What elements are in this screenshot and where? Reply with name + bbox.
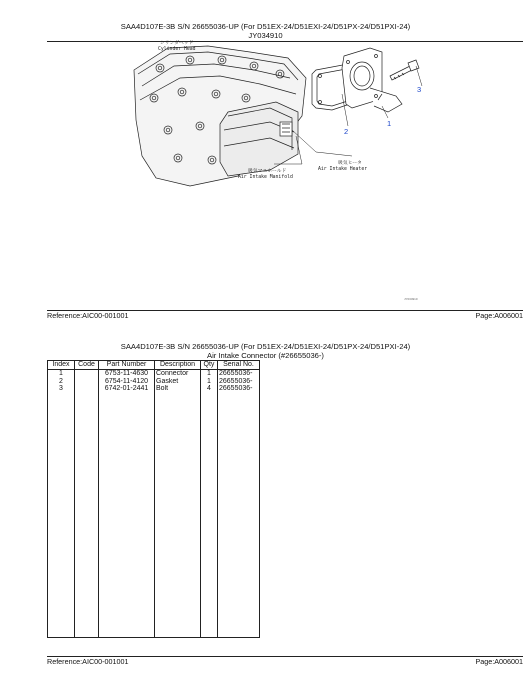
page1-page-number: Page:A006001 bbox=[475, 311, 523, 320]
cell-description: Connector bbox=[155, 370, 201, 378]
col-header-qty: Qty bbox=[201, 361, 218, 370]
cell-part-number: 6753-11-4630 bbox=[99, 370, 155, 378]
cell-serial-no: 26655036- bbox=[218, 370, 260, 378]
page2-page-number: Page:A006001 bbox=[475, 657, 523, 666]
table-empty-area bbox=[48, 393, 260, 638]
cell-description: Gasket bbox=[155, 378, 201, 386]
col-header-serial-no: Serial No. bbox=[218, 361, 260, 370]
cylinder-head-drawing bbox=[134, 46, 422, 186]
callout-1: 1 bbox=[387, 119, 392, 128]
page2-reference: Reference:AIC00-001001 bbox=[47, 657, 129, 666]
cell-part-number: 6742-01-2441 bbox=[99, 385, 155, 393]
cylinder-head-label: Cylinder Head bbox=[158, 47, 196, 52]
page1-reference: Reference:AIC00-001001 bbox=[47, 311, 129, 320]
cell-qty: 1 bbox=[201, 370, 218, 378]
table-row bbox=[48, 378, 260, 386]
cylinder-head-label-jp: シリンダヘッド bbox=[160, 41, 194, 46]
cell-part-number: 6754-11-4120 bbox=[99, 378, 155, 386]
page1-code: JY034910 bbox=[248, 31, 283, 40]
air-intake-manifold-label-jp: 吸気マニホールド bbox=[248, 169, 287, 174]
air-intake-manifold-label: Air Intake Manifold bbox=[238, 175, 293, 180]
parts-table bbox=[47, 360, 260, 638]
parts-table-header-row bbox=[48, 361, 260, 370]
cell-code bbox=[75, 385, 99, 393]
page2-title: SAA4D107E-3B S/N 26655036-UP (For D51EX-24/D51EXI-24/D51PX-24/D51PXI-24) bbox=[120, 342, 411, 351]
air-intake-heater-label: Air Intake Heater bbox=[318, 167, 368, 172]
callout-3: 3 bbox=[417, 85, 422, 94]
cell-serial-no: 26655036- bbox=[218, 385, 260, 393]
col-header-part-number: Part Number bbox=[99, 361, 155, 370]
cell-index: 2 bbox=[48, 378, 75, 386]
callout-2: 2 bbox=[344, 127, 349, 136]
exploded-parts-diagram bbox=[120, 38, 440, 308]
cell-description: Bolt bbox=[155, 385, 201, 393]
air-intake-heater-label-jp: 吸気ヒータ bbox=[338, 161, 362, 166]
cell-index: 1 bbox=[48, 370, 75, 378]
col-header-code: Code bbox=[75, 361, 99, 370]
cell-serial-no: 26655036- bbox=[218, 378, 260, 386]
cell-qty: 4 bbox=[201, 385, 218, 393]
cell-code bbox=[75, 370, 99, 378]
page1-title: SAA4D107E-3B S/N 26655036-UP (For D51EX-24/D51EXI-24/D51PX-24/D51PXI-24) bbox=[120, 22, 411, 31]
col-header-index: Index bbox=[48, 361, 75, 370]
parts-table-wrap bbox=[47, 360, 260, 638]
table-row bbox=[48, 370, 260, 378]
table-row bbox=[48, 385, 260, 393]
cell-code bbox=[75, 378, 99, 386]
cell-index: 3 bbox=[48, 385, 75, 393]
diagram-small-code: JY034910 bbox=[404, 297, 418, 301]
col-header-description: Description bbox=[155, 361, 201, 370]
page2-subtitle: Air Intake Connector (#26655036-) bbox=[207, 351, 324, 360]
cell-qty: 1 bbox=[201, 378, 218, 386]
